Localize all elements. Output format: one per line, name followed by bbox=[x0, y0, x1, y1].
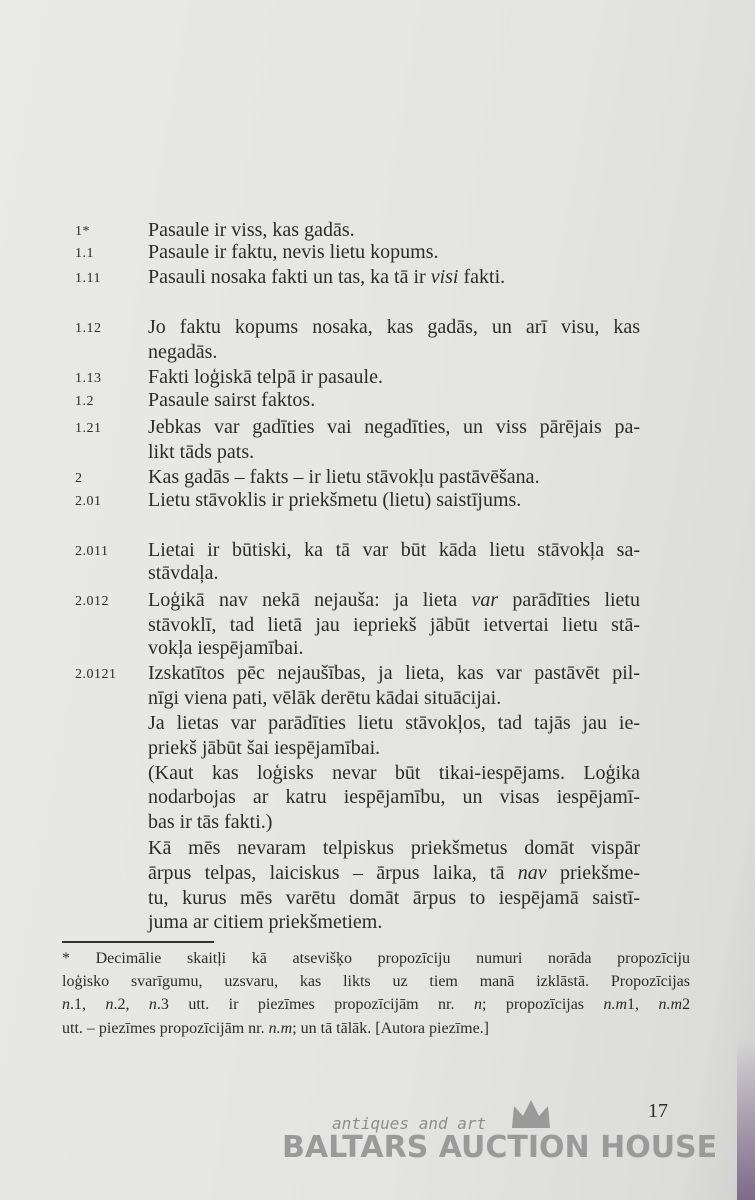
text-segment: negadās. bbox=[148, 341, 218, 363]
proposition-number: 1.1 bbox=[75, 246, 94, 261]
watermark-crown-icon bbox=[510, 1100, 552, 1130]
text-segment: * Decimālie skaitļi kā atsevišķo propozīciju numuri norāda propozīciju bbox=[62, 950, 690, 967]
text-segment: Pasaule ir faktu, nevis lietu kopums. bbox=[148, 241, 439, 263]
text-segment: Lietu stāvoklis ir priekšmetu (lietu) saistījums. bbox=[148, 489, 522, 511]
emphasis-text: var bbox=[471, 589, 499, 611]
proposition-line bbox=[148, 910, 640, 934]
proposition-line bbox=[148, 440, 640, 464]
proposition-line bbox=[148, 810, 640, 834]
proposition-line bbox=[148, 315, 640, 339]
text-segment: ; un tā tālāk. [Autora piezīme.] bbox=[292, 1020, 489, 1037]
proposition-line bbox=[148, 836, 640, 860]
proposition-line bbox=[148, 265, 640, 289]
emphasis-text: n bbox=[473, 996, 482, 1013]
proposition-line bbox=[148, 636, 640, 660]
text-segment: juma ar citiem priekšmetiem. bbox=[148, 911, 383, 933]
proposition-number: 2.012 bbox=[75, 594, 109, 609]
proposition-number: 1.13 bbox=[75, 371, 102, 386]
proposition-line bbox=[148, 785, 640, 809]
proposition-line bbox=[148, 686, 640, 710]
emphasis-text: n bbox=[62, 996, 70, 1013]
proposition-number: 1* bbox=[75, 224, 90, 239]
emphasis-text: n.m bbox=[658, 996, 683, 1013]
text-segment: priekš jābūt šai iespējamībai. bbox=[148, 737, 381, 759]
proposition-line bbox=[148, 365, 640, 389]
proposition-number: 2.011 bbox=[75, 544, 109, 559]
emphasis-text: n bbox=[105, 996, 114, 1013]
proposition-line bbox=[148, 661, 640, 685]
proposition-line bbox=[148, 488, 640, 512]
footnote-rule bbox=[62, 941, 214, 943]
text-segment: Pasaule sairst faktos. bbox=[148, 389, 316, 411]
text-segment: .1, bbox=[70, 996, 106, 1013]
proposition-number: 1.12 bbox=[75, 321, 102, 336]
emphasis-text: nav bbox=[517, 862, 547, 884]
proposition-line bbox=[148, 465, 640, 489]
text-segment: utt. – piezīmes propozīcijām nr. bbox=[62, 1020, 269, 1037]
text-segment: ; propozīcijas bbox=[481, 996, 604, 1013]
footnote-line bbox=[62, 1017, 690, 1040]
text-segment: fakti. bbox=[458, 266, 506, 288]
proposition-number: 1.2 bbox=[75, 394, 94, 409]
proposition-line bbox=[148, 240, 640, 264]
text-segment: Jo faktu kopums nosaka, kas gadās, un arī visu, kas bbox=[148, 316, 640, 338]
text-segment: .3 utt. ir piezīmes propozīcijām nr. bbox=[156, 996, 474, 1013]
text-segment: ārpus telpas, laiciskus – ārpus laika, tā bbox=[148, 862, 518, 884]
text-segment: Ja lietas var parādīties lietu stāvokļos, tad tajās jau ie- bbox=[148, 712, 640, 734]
text-segment: likt tāds pats. bbox=[148, 441, 255, 463]
text-segment: stāvdaļa. bbox=[148, 562, 219, 584]
footnote-line bbox=[62, 970, 690, 993]
text-segment: stāvoklī, tad lietā jau iepriekš jābūt ietvertai lietu stā- bbox=[148, 614, 640, 636]
text-segment: loģisko svarīgumu, uzsvaru, kas likts uz tiem manā izklāstā. Propozīcijas bbox=[62, 973, 690, 990]
watermark-name: BALTARS AUCTION HOUSE bbox=[282, 1130, 718, 1165]
emphasis-text: n.m bbox=[268, 1020, 293, 1037]
text-segment: parādīties lietu bbox=[498, 589, 640, 611]
proposition-line bbox=[148, 340, 640, 364]
proposition-line bbox=[148, 761, 640, 785]
text-segment: vokļa iespējamībai. bbox=[148, 637, 304, 659]
proposition-number: 2.01 bbox=[75, 494, 102, 509]
text-segment: nodarbojas ar katru iespējamību, un visas iespējamī- bbox=[148, 786, 640, 808]
proposition-line bbox=[148, 415, 640, 439]
text-segment: priekšme- bbox=[546, 862, 640, 884]
emphasis-text: n.m bbox=[603, 996, 628, 1013]
text-segment: .2, bbox=[113, 996, 149, 1013]
proposition-number: 2.0121 bbox=[75, 667, 117, 682]
text-segment: 2 bbox=[682, 996, 691, 1013]
text-segment: Lietai ir būtiski, ka tā var būt kāda lietu stāvokļa sa- bbox=[148, 539, 640, 561]
proposition-line bbox=[148, 388, 640, 412]
proposition-line bbox=[148, 886, 640, 910]
text-segment: Pasauli nosaka fakti un tas, ka tā ir bbox=[148, 266, 431, 288]
text-segment: Loģikā nav nekā nejauša: ja lieta bbox=[148, 589, 472, 611]
emphasis-text: visi bbox=[430, 266, 459, 288]
text-segment: Pasaule ir viss, kas gadās. bbox=[148, 219, 355, 241]
proposition-line bbox=[148, 538, 640, 562]
proposition-line bbox=[148, 613, 640, 637]
page-number: 17 bbox=[648, 1100, 668, 1122]
text-segment: nīgi viena pati, vēlāk derētu kādai situācijai. bbox=[148, 687, 502, 709]
text-segment: tu, kurus mēs varētu domāt ārpus to iespējamā saistī- bbox=[148, 887, 640, 909]
proposition-number: 1.21 bbox=[75, 421, 102, 436]
text-segment: (Kaut kas loģisks nevar būt tikai-iespējams. Loģika bbox=[148, 762, 640, 784]
proposition-line bbox=[148, 561, 640, 585]
proposition-line bbox=[148, 218, 640, 242]
text-segment: 1, bbox=[627, 996, 659, 1013]
text-segment: Fakti loģiskā telpā ir pasaule. bbox=[148, 366, 383, 388]
text-segment: Kas gadās – fakts – ir lietu stāvokļu pastāvēšana. bbox=[148, 466, 540, 488]
watermark-tagline: antiques and art bbox=[332, 1114, 487, 1133]
proposition-number: 2 bbox=[75, 471, 83, 486]
emphasis-text: n bbox=[148, 996, 157, 1013]
proposition-line bbox=[148, 861, 640, 885]
proposition-line bbox=[148, 711, 640, 735]
text-segment: Izskatītos pēc nejaušības, ja lieta, kas var pastāvēt pil- bbox=[148, 662, 640, 684]
proposition-line bbox=[148, 736, 640, 760]
footnote-line bbox=[62, 947, 690, 970]
footnote-line bbox=[62, 993, 690, 1016]
text-segment: Kā mēs nevaram telpiskus priekšmetus domāt vispār bbox=[148, 837, 640, 859]
proposition-number: 1.11 bbox=[75, 271, 101, 286]
page-edge-shadow bbox=[737, 1040, 755, 1200]
text-segment: bas ir tās fakti.) bbox=[148, 811, 273, 833]
text-segment: Jebkas var gadīties vai negadīties, un viss pārējais pa- bbox=[148, 416, 640, 438]
proposition-line bbox=[148, 588, 640, 612]
